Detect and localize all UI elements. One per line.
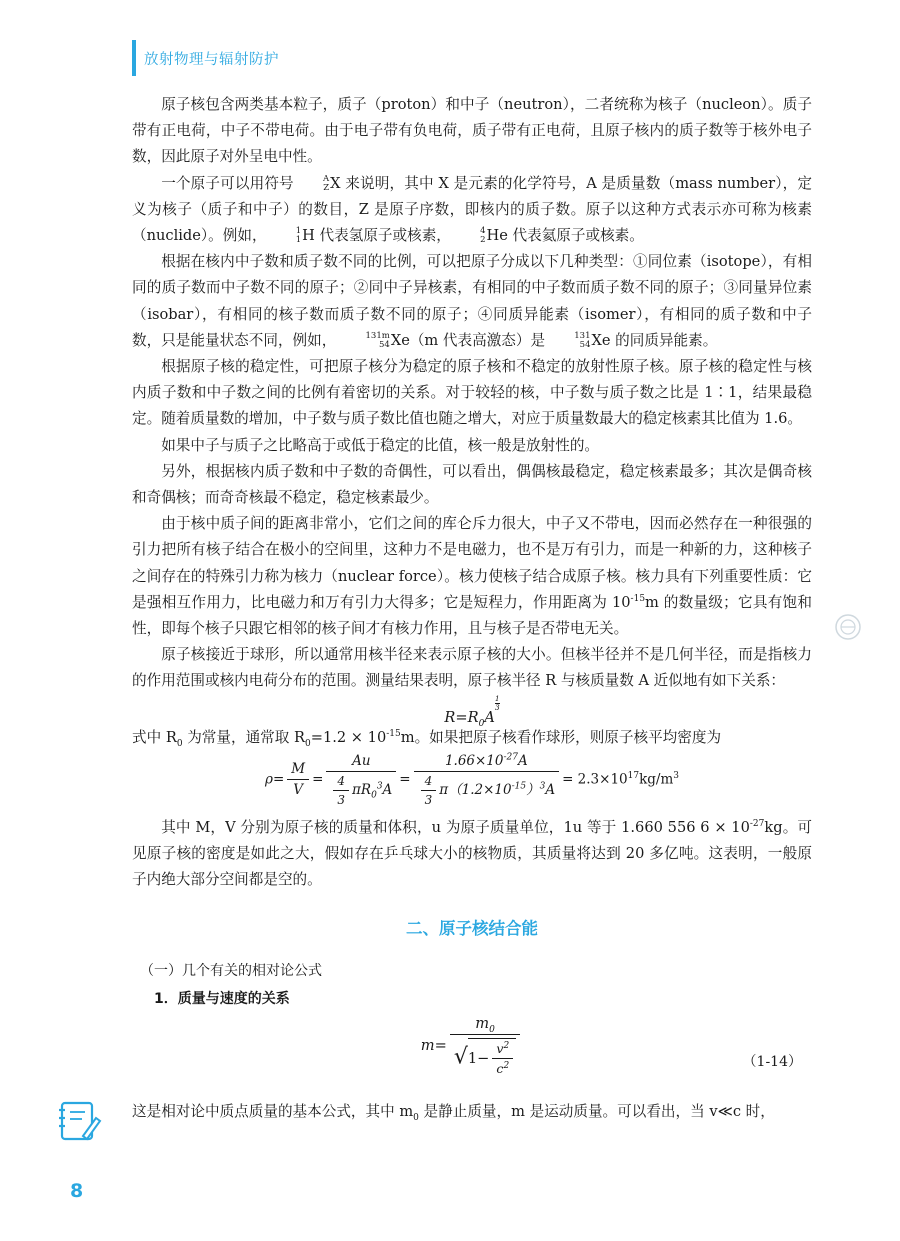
- paragraph-atom-types: 根据在核内中子数和质子数不同的比例，可以把原子分成以下几种类型：①同位素（isotope），有相同的质子数而中子数不同的原子；②同中子异核素，有相同的中子数而质子数不同的原子；③同量异位素（isobar），有相同的核子数而质子数不同的原子；④同质异能素（isomer），有相同的质子数和中子数，只是能量状态不同，例如， 131m 54 Xe（m 代表高激态）是 131 54 Xe 的同质异能素。: [132, 253, 812, 350]
- nuclide-symbol-he: 4 2: [480, 226, 486, 246]
- paragraph-stability: 根据原子核的稳定性，可把原子核分为稳定的原子核和不稳定的放射性原子核。原子核的稳定性与核内质子数和中子数之间的比例有着密切的关系。对于较轻的核，中子数与质子数之比是 1∶1，结果最稳定。随着质量数的增加，中子数与质子数比值也随之增大，对应于质量数最大的稳定核素其比值为 1.6。: [132, 358, 812, 428]
- header-title: 放射物理与辐射防护: [144, 52, 279, 68]
- side-circle-icon: [833, 612, 863, 642]
- page-content: [132, 92, 812, 1126]
- paragraph-nuclear-force: 由于核中质子间的距离非常小，它们之间的库仑斥力很大，中子又不带电，因而必然存在一种很强的引力把所有核子结合在极小的空间里，这种力不是电磁力，也不是万有引力，而是一种新的力，这种核子之间存在的特殊引力称为核力（nuclear force）。核力使核子结合成原子核。核力具有下列重要性质：它是强相互作用力，比电磁力和万有引力大得多；它是短程力，作用距离为 $10^{-15}m$ 的数量级；它具有饱和性，即每个核子只跟它相邻的核子间才有核力作用，且与核子是否带电无关。: [132, 515, 812, 638]
- notebook-pencil-icon: [56, 1098, 102, 1144]
- page-number: 8: [70, 1180, 84, 1202]
- nuclide-symbol-xe131: 131 54: [574, 330, 591, 350]
- section-title-binding-energy: 二、原子核结合能: [406, 919, 538, 939]
- paragraph-density-intro: 式中 $R_0$ 为常量，通常取 $R_0=1.2 \times 10^{-15}m$。如果把原子核看作球形，则原子核平均密度为: [132, 728, 722, 749]
- paragraph-relativity-explain: 这是相对论中质点质量的基本公式，其中 $m_0$ 是静止质量，m 是运动质量。可以看出，当 v≪c 时，: [132, 1103, 775, 1124]
- header-accent-bar: [132, 40, 136, 76]
- paragraph-radioactive: 如果中子与质子之比略高于或低于稳定的比值，核一般是放射性的。: [161, 436, 600, 454]
- equation-number: （1-14）: [742, 1054, 802, 1071]
- subsection-title-relativity: （一）几个有关的相对论公式: [140, 963, 322, 980]
- formula-radius: $R=R_0A$ $^{\frac{1}{3}}$: [444, 693, 500, 729]
- paragraph-parity: 另外，根据核内质子数和中子数的奇偶性，可以看出，偶偶核最稳定，稳定核素最多；其次是偶奇核和奇偶核；而奇奇核最不稳定，稳定核素最少。: [132, 462, 812, 507]
- nuclide-symbol-h: 1 1: [295, 226, 302, 246]
- paragraph-nuclear-radius: 原子核接近于球形，所以通常用核半径来表示原子核的大小。但核半径并不是几何半径，而是指核力的作用范围或核内电荷分布的范围。测量结果表明，原子核半径 R 与核质量数 A 近似地有如下关系：: [132, 646, 812, 690]
- paragraph-density-explain: 其中 M，V 分别为原子核的质量和体积，u 为原子质量单位，1u 等于 1.660 556 $6 \times 10^{-27}kg$。可见原子核的密度是如此之大，假如存在乒乓球大小的核物质，其质量将达到 20 多亿吨。这表明，一般原子内绝大部分空间都是空的。: [132, 818, 812, 889]
- nuclide-symbol-generic: A Z: [322, 173, 330, 193]
- paragraph-nucleus-particles: 原子核包含两类基本粒子，质子（proton）和中子（neutron），二者统称为核子（nucleon）。质子带有正电荷，中子不带电荷。由于电子带有负电荷，质子带有正电荷，且原子核内的质子数等于核外电子数，因此原子对外呈电中性。: [132, 96, 812, 166]
- nuclide-symbol-xe131m: 131m 54: [365, 330, 390, 350]
- subsection-title-mass-velocity: 1．质量与速度的关系: [154, 991, 290, 1008]
- paragraph-nuclide-notation: 一个原子可以用符号 A Z X 来说明，其中 X 是元素的化学符号，A 是质量数（mass number），定义为核子（质子和中子）的数目，Z 是原子序数，即核内的质子数。原子以这种方式表示亦可称为核素（nuclide）。例如， 1 1 H 代表氢原子或核素， 4 2 He 代表氦原子或核素。: [132, 173, 812, 246]
- formula-mass-velocity: m= $m_0$ √1− $\frac{v^2}{c^2}$ （1-14）: [420, 1015, 802, 1077]
- formula-density: ρ= $\frac{M}{V}$ = Au $\frac{4}{3}$ $\pi R_0^3A$ = $1.66\times 10^{-27}A$ $\frac{4}{3}$ $\pi(1.2\times 10^{-15})^3A$ = $2.3\times 10^{17}kg/m^3$: [265, 752, 679, 807]
